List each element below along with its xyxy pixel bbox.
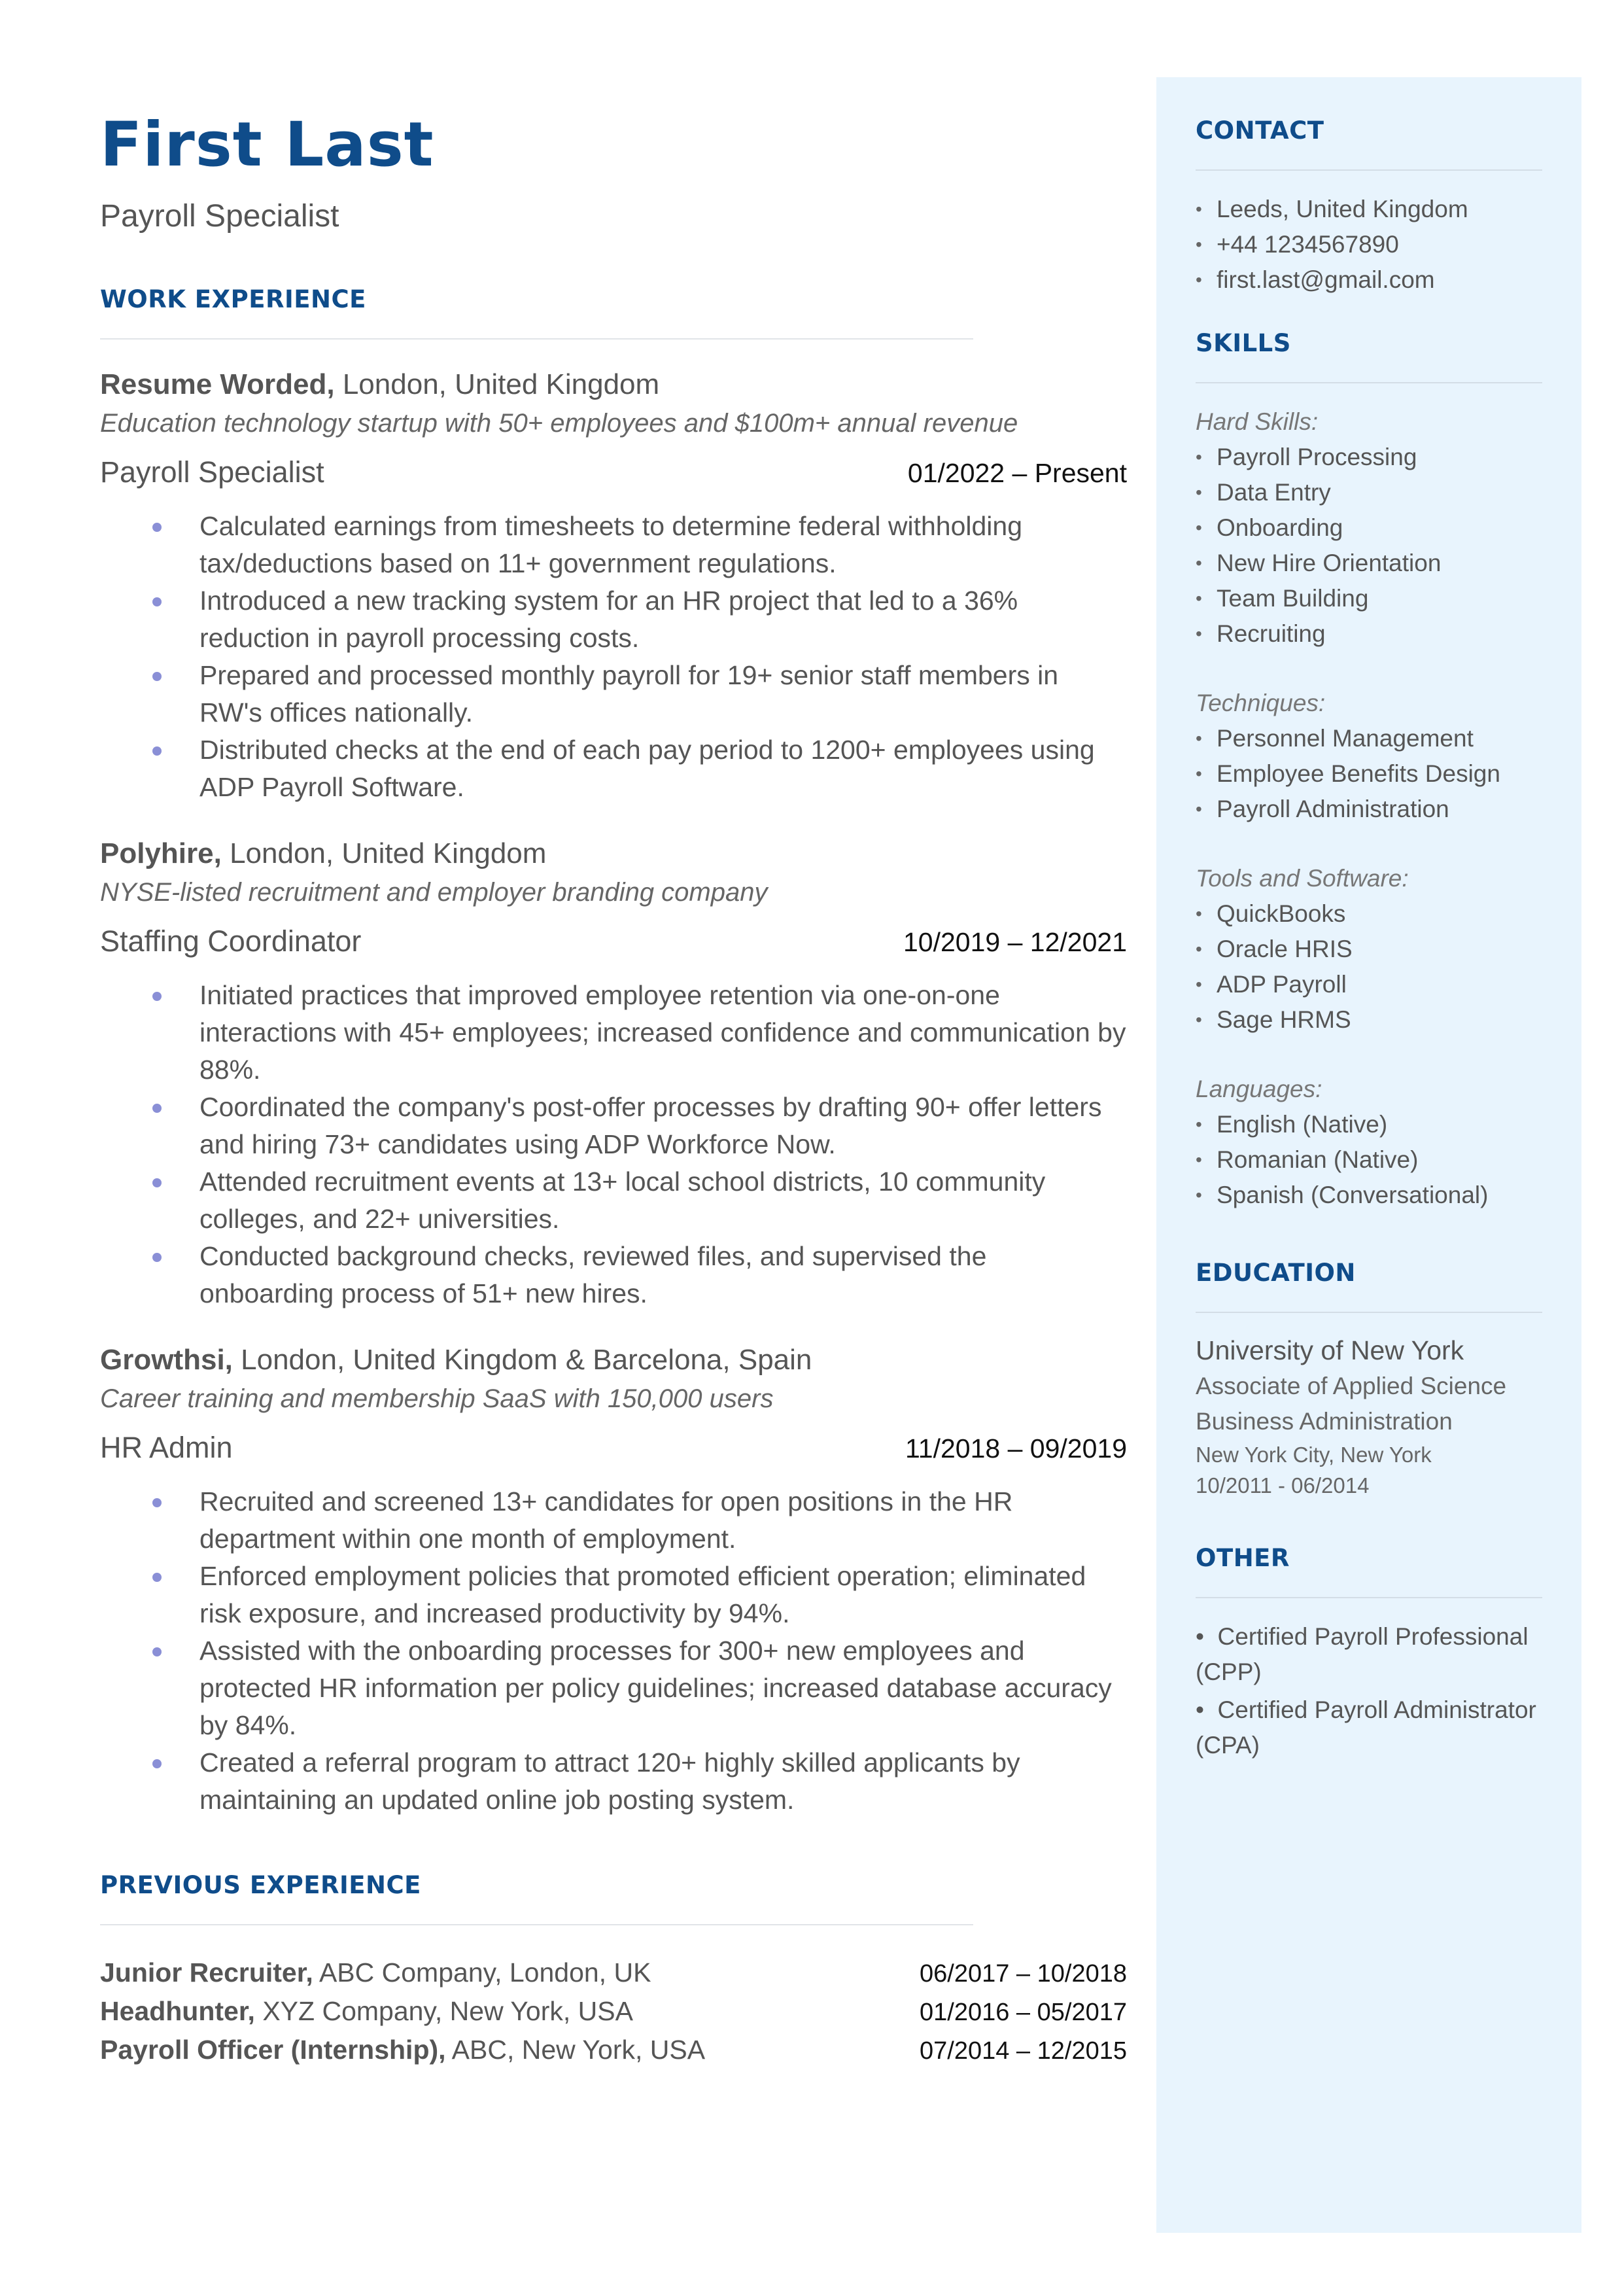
company-line [100,1344,1127,1376]
contact-location: • Leeds, United Kingdom [1196,192,1542,227]
skill-item: • Spanish (Conversational) [1196,1178,1542,1213]
education-dates: 10/2011 - 06/2014 [1196,1473,1370,1498]
previous-dates: 07/2014 – 12/2015 [920,2037,1127,2065]
main-column [100,111,1127,2070]
section-heading-contact: CONTACT [1196,116,1324,145]
sidebar [1156,77,1581,2233]
education-school: University of New York [1196,1335,1464,1365]
bullet-glyph: • [1196,1623,1218,1650]
previous-detail: XYZ Company, New York, USA [254,1996,633,2027]
other-item-text: Certified Payroll Professional (CPP) [1196,1623,1529,1685]
skill-item: • Personnel Management [1196,721,1542,756]
job-dates: 10/2019 – 12/2021 [903,927,1127,958]
job-bullet: Initiated practices that improved employee retention via one-on-one interactions with 45+ employees; increased confidence and communication by 88%. [100,977,1127,1089]
company-location: London, United Kingdom & Barcelona, Spain [232,1344,812,1376]
company-location: London, United Kingdom [334,368,660,401]
company-description: Career training and membership SaaS with 150,000 users [100,1384,774,1414]
skill-group [1196,861,1542,1038]
job-role: HR Admin [100,1431,233,1465]
candidate-title: Payroll Specialist [100,199,339,234]
previous-title: Junior Recruiter, [100,1957,313,1988]
previous-dates: 01/2016 – 05/2017 [920,1999,1127,2027]
company-name: Polyhire, [100,837,222,870]
skill-list [1196,721,1542,827]
other-section [1196,1544,1542,1763]
previous-row [100,1993,1127,2031]
skill-list [1196,1107,1542,1213]
job-entry [100,837,1127,1312]
other-list [1196,1619,1542,1763]
previous-title: Headhunter, [100,1996,255,2027]
role-row [100,455,1127,489]
candidate-name: First Last [100,109,434,181]
skill-group-label: Techniques: [1196,690,1326,716]
job-bullet: Enforced employment policies that promoted efficient operation; eliminated risk exposure, and increased productivity by 94%. [100,1558,1127,1632]
skills-section [1196,329,1542,1213]
previous-list [100,1954,1127,2070]
skill-group [1196,404,1542,652]
job-bullet: Assisted with the onboarding processes for 300+ new employees and protected HR information per policy guidelines; increased database accuracy by 84%. [100,1632,1127,1744]
section-divider [1196,1597,1542,1598]
section-heading-previous: PREVIOUS EXPERIENCE [100,1871,421,1900]
contact-phone: • +44 1234567890 [1196,227,1542,262]
skill-group-label: Tools and Software: [1196,865,1409,892]
other-item-text: Certified Payroll Administrator (CPA) [1196,1696,1536,1759]
job-entry [100,1344,1127,1819]
company-description: NYSE-listed recruitment and employer branding company [100,878,768,907]
skill-group [1196,1072,1542,1213]
previous-row [100,2031,1127,2070]
skill-item: • English (Native) [1196,1107,1542,1142]
previous-title: Payroll Officer (Internship), [100,2035,446,2065]
company-name: Resume Worded, [100,368,335,401]
job-bullet: Attended recruitment events at 13+ local school districts, 10 community colleges, and 22+ universities. [100,1163,1127,1238]
job-entry [100,368,1127,806]
job-role: Staffing Coordinator [100,924,362,958]
skill-item: • Employee Benefits Design [1196,756,1542,792]
skill-item: • ADP Payroll [1196,967,1542,1002]
job-dates: 01/2022 – Present [907,458,1127,489]
job-role: Payroll Specialist [100,455,324,489]
education-field: Business Administration [1196,1408,1453,1435]
contact-section [1196,116,1542,298]
section-heading-skills: SKILLS [1196,329,1291,357]
skill-item: • Sage HRMS [1196,1002,1542,1038]
previous-row [100,1954,1127,1993]
contact-list [1196,192,1542,298]
section-heading-work: WORK EXPERIENCE [100,285,366,314]
other-item [1196,1692,1542,1763]
skill-group-label: Hard Skills: [1196,408,1319,435]
company-line [100,837,1127,870]
section-heading-other: OTHER [1196,1544,1290,1572]
job-bullet: Coordinated the company's post-offer processes by drafting 90+ offer letters and hiring 73+ candidates using ADP Workforce Now. [100,1089,1127,1163]
education-location: New York City, New York [1196,1443,1432,1467]
job-bullet: Distributed checks at the end of each pay period to 1200+ employees using ADP Payroll Software. [100,731,1127,806]
section-divider [1196,1312,1542,1313]
other-item [1196,1619,1542,1690]
bullet-glyph: • [1196,1696,1218,1723]
education-entry [1196,1335,1542,1501]
skill-item: • Onboarding [1196,510,1542,546]
company-location: London, United Kingdom [221,837,547,870]
job-bullet: Introduced a new tracking system for an HR project that led to a 36% reduction in payroll processing costs. [100,582,1127,657]
skill-item: • Payroll Administration [1196,792,1542,827]
job-dates: 11/2018 – 09/2019 [905,1433,1127,1464]
role-row [100,924,1127,958]
skill-item: • Recruiting [1196,616,1542,652]
section-heading-education: EDUCATION [1196,1259,1356,1287]
section-divider [100,338,973,340]
role-row [100,1431,1127,1465]
job-bullets [100,1483,1127,1819]
job-bullet: Recruited and screened 13+ candidates for open positions in the HR department within one month of employment. [100,1483,1127,1558]
company-line [100,368,1127,401]
skill-list [1196,440,1542,652]
job-bullets [100,977,1127,1312]
job-bullet: Created a referral program to attract 120+ highly skilled applicants by maintaining an updated online job posting system. [100,1744,1127,1819]
previous-dates: 06/2017 – 10/2018 [920,1960,1127,1988]
job-bullet: Conducted background checks, reviewed files, and supervised the onboarding process of 51+ new hires. [100,1238,1127,1312]
education-section [1196,1259,1542,1501]
job-bullets [100,508,1127,806]
skill-item: • Payroll Processing [1196,440,1542,475]
job-bullet: Calculated earnings from timesheets to determine federal withholding tax/deductions based on 11+ government regulations. [100,508,1127,582]
skill-group [1196,686,1542,827]
company-name: Growthsi, [100,1344,233,1376]
skill-item: • Data Entry [1196,475,1542,510]
previous-detail: ABC Company, London, UK [313,1957,651,1988]
section-divider [1196,169,1542,171]
skill-group-label: Languages: [1196,1076,1322,1102]
contact-email: • first.last@gmail.com [1196,262,1542,298]
work-experience-section [100,285,1127,1819]
skill-item: • New Hire Orientation [1196,546,1542,581]
section-divider [100,1924,973,1925]
skill-item: • Team Building [1196,581,1542,616]
skill-list [1196,896,1542,1038]
skill-item: • QuickBooks [1196,896,1542,932]
previous-detail: ABC, New York, USA [445,2035,706,2065]
section-divider [1196,382,1542,383]
education-degree: Associate of Applied Science [1196,1373,1507,1399]
skill-item: • Romanian (Native) [1196,1142,1542,1178]
company-description: Education technology startup with 50+ employees and $100m+ annual revenue [100,409,1018,438]
job-bullet: Prepared and processed monthly payroll for 19+ senior staff members in RW's offices nationally. [100,657,1127,731]
previous-experience-section [100,1871,1127,2070]
skill-item: • Oracle HRIS [1196,932,1542,967]
